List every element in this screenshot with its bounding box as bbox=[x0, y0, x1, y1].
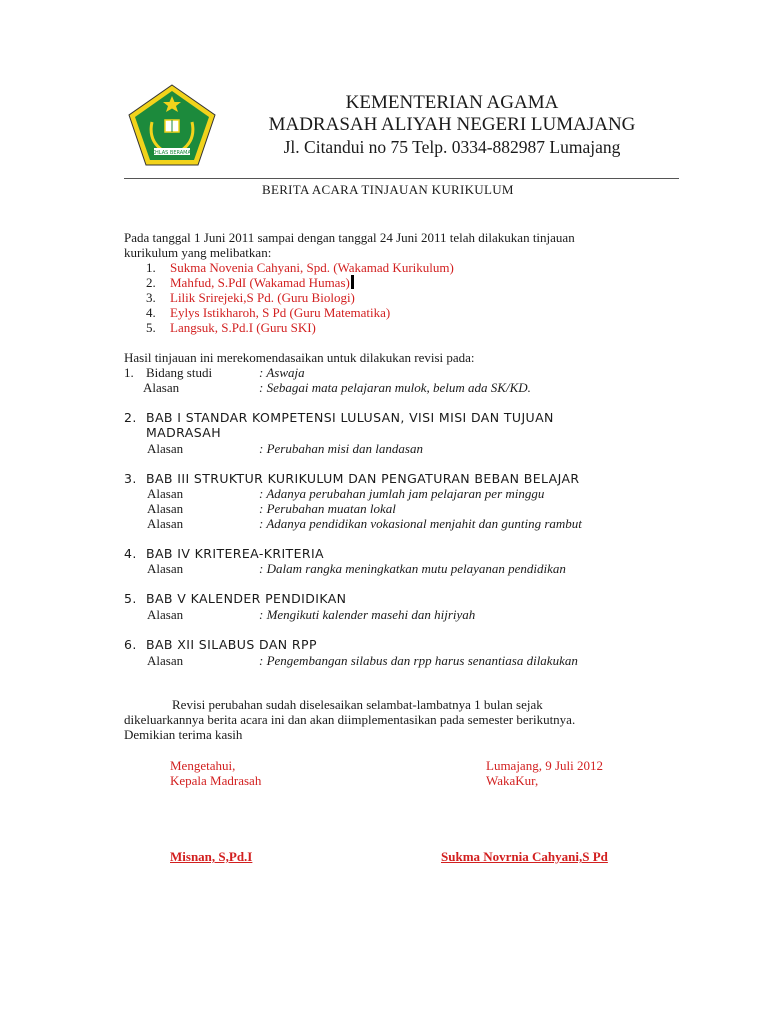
item-2-title: BAB I STANDAR KOMPETENSI LULUSAN, VISI MISI DAN TUJUAN bbox=[146, 410, 554, 425]
item-1-number: 1. bbox=[124, 365, 134, 380]
item-3-reason-label: Alasan bbox=[147, 516, 184, 531]
signature-right-date: Lumajang, 9 Juli 2012 bbox=[486, 758, 603, 773]
item-4-number: 4. bbox=[124, 546, 137, 561]
signature-right-role: WakaKur, bbox=[486, 773, 539, 788]
item-3-reason-label: Alasan bbox=[147, 486, 184, 501]
list-item: 1. Sukma Novenia Cahyani, Spd. (Wakamad Kurikulum) bbox=[146, 260, 454, 275]
closing-line-2: dikeluarkannya berita acara ini dan akan diimplementasikan pada semester berikutnya. bbox=[124, 712, 576, 727]
kementerian-agama-logo bbox=[126, 82, 218, 168]
item-4-reason: : Dalam rangka meningkatkan mutu pelayanan pendidikan bbox=[259, 561, 566, 576]
signature-left-greeting: Mengetahui, bbox=[170, 758, 236, 773]
svg-text:IKHLAS BERAMAL: IKHLAS BERAMAL bbox=[150, 149, 194, 156]
item-1-reason: : Sebagai mata pelajaran mulok, belum ada SK/KD. bbox=[259, 380, 531, 395]
item-1-reason-label: Alasan bbox=[143, 380, 180, 395]
item-3-reason-1: : Adanya perubahan jumlah jam pelajaran per minggu bbox=[259, 486, 545, 501]
item-2-reason: : Perubahan misi dan landasan bbox=[259, 441, 423, 456]
item-6-title: BAB XII SILABUS DAN RPP bbox=[146, 637, 317, 652]
item-1-value: : Aswaja bbox=[259, 365, 305, 380]
list-item: 5. Langsuk, S.Pd.I (Guru SKI) bbox=[146, 320, 316, 335]
item-3-reason-label: Alasan bbox=[147, 501, 184, 516]
item-3-reason-2: : Perubahan muatan lokal bbox=[259, 501, 396, 516]
ministry-name: KEMENTERIAN AGAMA bbox=[345, 92, 559, 113]
header-divider bbox=[124, 178, 679, 179]
item-5-reason: : Mengikuti kalender masehi dan hijriyah bbox=[259, 607, 476, 622]
item-5-title: BAB V KALENDER PENDIDIKAN bbox=[146, 591, 347, 606]
participant-list bbox=[146, 260, 454, 335]
item-3-title: BAB III STRUKTUR KURIKULUM DAN PENGATURAN BEBAN BELAJAR bbox=[146, 471, 580, 486]
item-4-title: BAB IV KRITEREA-KRITERIA bbox=[146, 546, 324, 561]
item-5-reason-label: Alasan bbox=[147, 607, 184, 622]
list-item: 2. Mahfud, S.PdI (Wakamad Humas) bbox=[146, 275, 454, 290]
item-3-number: 3. bbox=[124, 471, 137, 486]
recommendation-intro: Hasil tinjauan ini merekomendasaikan untuk dilakukan revisi pada: bbox=[124, 350, 475, 365]
item-5-number: 5. bbox=[124, 591, 137, 606]
item-3-reason-3: : Adanya pendidikan vokasional menjahit dan gunting rambut bbox=[259, 516, 582, 531]
intro-paragraph: Pada tanggal 1 Juni 2011 sampai dengan tanggal 24 Juni 2011 telah dilakukan tinjauan kurikulum yang melibatkan: bbox=[124, 230, 575, 260]
list-item: 4. Eylys Istikharoh, S Pd (Guru Matematika) bbox=[146, 305, 391, 320]
signature-left-role: Kepala Madrasah bbox=[170, 773, 262, 788]
text-cursor bbox=[351, 275, 354, 289]
letterhead bbox=[232, 92, 672, 158]
document-title: BERITA ACARA TINJAUAN KURIKULUM bbox=[262, 182, 514, 197]
item-1-label: Bidang studi bbox=[146, 365, 213, 380]
closing-line-1: Revisi perubahan sudah diselesaikan selambat-lambatnya 1 bulan sejak bbox=[172, 697, 543, 712]
school-name: MADRASAH ALIYAH NEGERI LUMAJANG bbox=[268, 114, 636, 135]
item-4-reason-label: Alasan bbox=[147, 561, 184, 576]
closing-line-3: Demikian terima kasih bbox=[124, 727, 243, 742]
list-item: 3. Lilik Srirejeki,S Pd. (Guru Biologi) bbox=[146, 290, 355, 305]
item-6-reason: : Pengembangan silabus dan rpp harus senantiasa dilakukan bbox=[259, 653, 578, 668]
item-2-number: 2. bbox=[124, 410, 137, 425]
signature-left-name: Misnan, S,Pd.I bbox=[170, 849, 253, 864]
item-2-reason-label: Alasan bbox=[147, 441, 184, 456]
item-6-reason-label: Alasan bbox=[147, 653, 184, 668]
item-2-title-cont: MADRASAH bbox=[146, 425, 222, 440]
school-address: Jl. Citandui no 75 Telp. 0334-882987 Lumajang bbox=[283, 137, 621, 157]
item-6-number: 6. bbox=[124, 637, 137, 652]
signature-right-name: Sukma Novrnia Cahyani,S Pd bbox=[441, 849, 608, 864]
